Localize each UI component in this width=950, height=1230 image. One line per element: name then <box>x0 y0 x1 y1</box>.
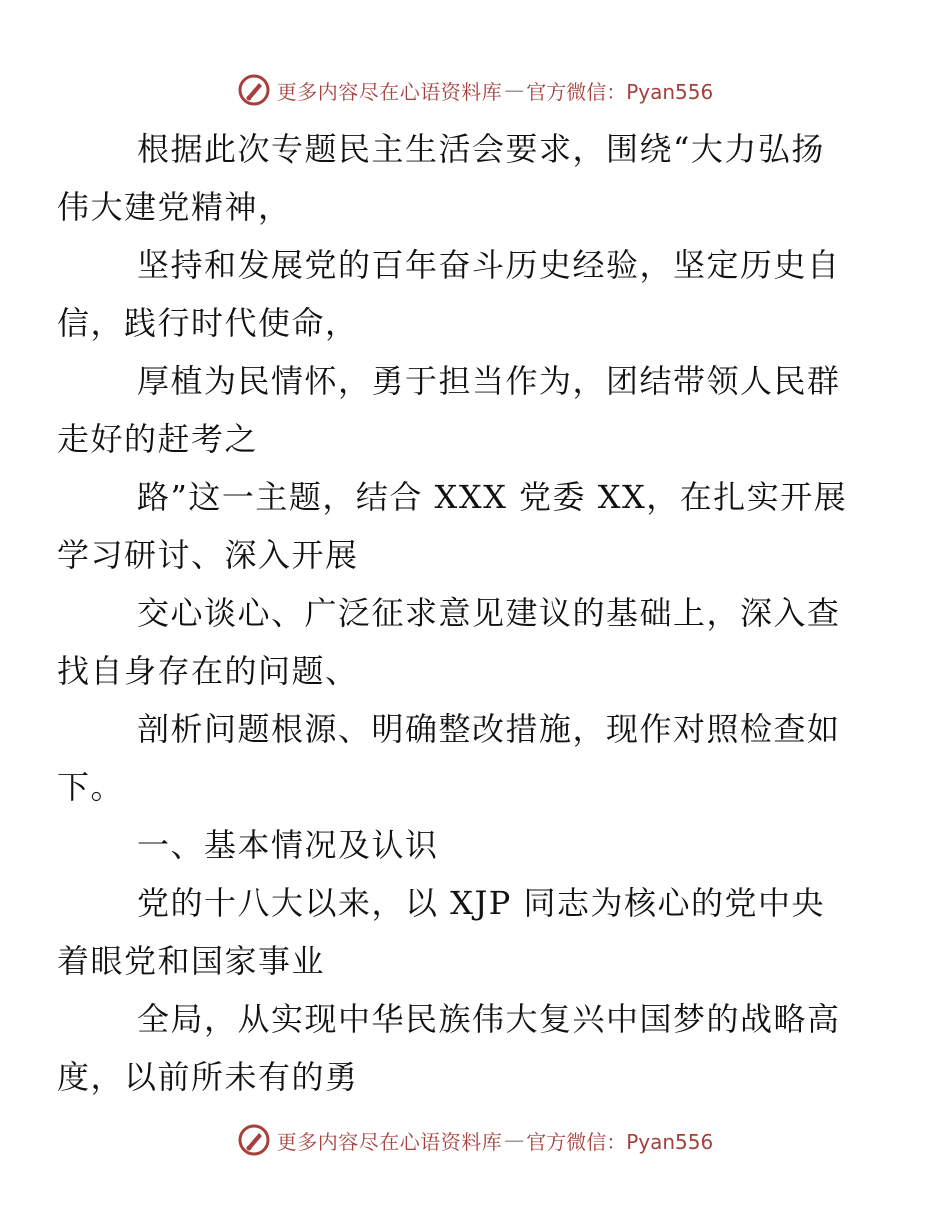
paragraph <box>57 990 857 1106</box>
paragraph-line: 伟大建党精神， <box>57 188 292 226</box>
paragraph <box>57 584 857 700</box>
paragraph-line: 找自身存在的问题、 <box>57 652 359 690</box>
heading-text: 一、基本情况及认识 <box>137 826 439 864</box>
watermark-dash: — <box>504 78 525 102</box>
watermark-text: 更多内容尽在心语资料库 <box>276 1129 503 1154</box>
paragraph <box>57 236 857 352</box>
paragraph <box>57 352 857 468</box>
section-heading <box>97 816 857 874</box>
paragraph-line: 党的十八大以来，以 XJP 同志为核心的党中央 <box>137 884 825 922</box>
paragraph-line: 度，以前所未有的勇 <box>57 1058 359 1096</box>
paragraph-line: 交心谈心、广泛征求意见建议的基础上，深入查 <box>137 594 841 632</box>
watermark-wechat: 官方微信：Pyan556 <box>526 1129 714 1154</box>
paragraph-line: 坚持和发展党的百年奋斗历史经验，坚定历史自 <box>137 246 841 284</box>
paragraph-line: 厚植为民情怀，勇于担当作为，团结带领人民群 <box>137 362 841 400</box>
paragraph-line: 全局，从实现中华民族伟大复兴中国梦的战略高 <box>137 1000 841 1038</box>
paragraph-line: 走好的赶考之 <box>57 420 259 458</box>
pen-seal-logo-icon <box>237 1123 271 1157</box>
watermark-dash: — <box>504 1128 525 1152</box>
pen-seal-logo-icon <box>237 73 271 107</box>
paragraph <box>57 700 857 816</box>
header-watermark <box>0 70 950 110</box>
paragraph-line: 信，践行时代使命， <box>57 304 359 342</box>
watermark-text: 更多内容尽在心语资料库 <box>276 79 503 104</box>
paragraph-line: 剖析问题根源、明确整改措施，现作对照检查如 <box>137 710 841 748</box>
paragraph <box>57 120 857 236</box>
paragraph-line: 根据此次专题民主生活会要求，围绕“大力弘扬 <box>137 130 825 168</box>
paragraph-line: 下。 <box>57 768 125 806</box>
footer-watermark <box>0 1120 950 1160</box>
document-body <box>57 120 857 1106</box>
paragraph <box>57 468 857 584</box>
paragraph-line: 学习研讨、深入开展 <box>57 536 359 574</box>
paragraph-line: 路”这一主题，结合 XXX 党委 XX，在扎实开展 <box>137 478 848 516</box>
watermark-wechat: 官方微信：Pyan556 <box>526 79 714 104</box>
paragraph-line: 着眼党和国家事业 <box>57 942 326 980</box>
paragraph <box>57 874 857 990</box>
